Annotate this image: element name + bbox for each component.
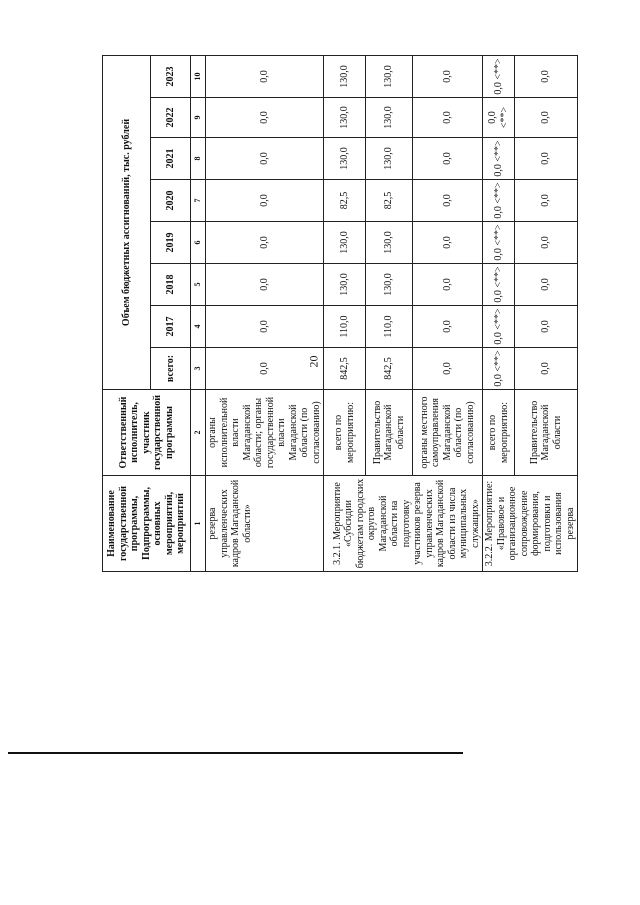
column-number: 10: [191, 55, 206, 97]
cell-value: 82,5: [366, 180, 413, 222]
horizontal-rule: [8, 752, 463, 754]
row-executor: органы местного самоуправления Магаданской области (по согласованию): [413, 390, 483, 476]
cell-value: 0,0: [206, 55, 324, 97]
row-name: 3.2.2. Мероприятие: «Правовое и организационное сопровождение формирования, подготовки и использования резерва: [483, 476, 578, 572]
column-number: 5: [191, 264, 206, 306]
cell-value: 842,5: [366, 348, 413, 390]
cell-value: 130,0: [324, 138, 366, 180]
cell-value: 0,0: [413, 348, 483, 390]
header-year: 2021: [151, 138, 191, 180]
cell-value: 130,0: [366, 98, 413, 138]
row-executor: органы исполнительной власти Магаданской области; органы государственной власти Магаданской области (по согласованию): [206, 390, 324, 476]
column-number: 1: [191, 476, 206, 572]
cell-value: 0,0: [515, 222, 578, 264]
budget-table: [102, 55, 578, 572]
table-row: [483, 55, 515, 571]
header-year: 2020: [151, 180, 191, 222]
row-executor: Правительство Магаданской области: [515, 390, 578, 476]
header-year: 2019: [151, 222, 191, 264]
cell-value: 0,0: [413, 222, 483, 264]
cell-value: 0,0: [206, 222, 324, 264]
row-executor: Правительство Магаданской области: [366, 390, 413, 476]
cell-value: 842,5: [324, 348, 366, 390]
cell-value: 0,0 <**>: [483, 348, 515, 390]
cell-value: 0,0: [413, 98, 483, 138]
column-number: 7: [191, 180, 206, 222]
cell-value: 110,0: [366, 306, 413, 348]
cell-value: 0,0 <**>: [483, 180, 515, 222]
cell-value: 130,0: [324, 98, 366, 138]
cell-value: 0,0 <**>: [483, 264, 515, 306]
header-name: Наименование государственной программы, Подпрограммы, основных мероприятий, мероприятий: [103, 476, 191, 572]
cell-value: 82,5: [324, 180, 366, 222]
cell-value: 0,0: [515, 306, 578, 348]
header-year: всего:: [151, 348, 191, 390]
header-year: 2023: [151, 55, 191, 97]
cell-value: 0,0 <**>: [483, 98, 515, 138]
cell-value: 130,0: [324, 222, 366, 264]
row-executor: всего по мероприятию:: [324, 390, 366, 476]
table-row: [324, 55, 366, 571]
row-name: резерва управленческих кадров Магаданской области»: [206, 476, 324, 572]
table-row: [206, 55, 324, 571]
cell-value: 130,0: [366, 222, 413, 264]
cell-value: 0,0: [515, 264, 578, 306]
cell-value: 0,0: [413, 138, 483, 180]
cell-value: 130,0: [366, 138, 413, 180]
row-executor: всего по мероприятию:: [483, 390, 515, 476]
header-year: 2018: [151, 264, 191, 306]
cell-value: 0,0: [206, 306, 324, 348]
page-number: 20: [306, 355, 321, 368]
cell-value: 0,0: [206, 180, 324, 222]
column-number: 8: [191, 138, 206, 180]
cell-value: 0,0: [515, 180, 578, 222]
column-number: 6: [191, 222, 206, 264]
cell-value: 0,0: [206, 98, 324, 138]
column-number: 4: [191, 306, 206, 348]
cell-value: 0,0: [206, 348, 324, 390]
cell-value: 0,0: [515, 348, 578, 390]
cell-value: 0,0: [515, 55, 578, 97]
column-number-row: [191, 55, 206, 571]
cell-value: 0,0: [206, 264, 324, 306]
cell-value: 0,0: [413, 264, 483, 306]
column-number: 3: [191, 348, 206, 390]
cell-value: 0,0 <**>: [483, 306, 515, 348]
column-number: 2: [191, 390, 206, 476]
header-executor: Ответственный исполнитель, участник государственной программы: [103, 390, 191, 476]
header-budget: Объем бюджетных ассигнований, тыс. рублей: [103, 55, 151, 389]
cell-value: 110,0: [324, 306, 366, 348]
row-name: 3.2.1. Мероприятие «Субсидии бюджетам городских округов Магаданской области на подготовку участников резерва управленческих кадров Магаданской области из числа муниципальных служащих»: [324, 476, 483, 572]
cell-value: 130,0: [324, 264, 366, 306]
header-row-1: [103, 55, 151, 571]
cell-value: 0,0 <**>: [483, 55, 515, 97]
column-number: 9: [191, 98, 206, 138]
cell-value: 130,0: [324, 55, 366, 97]
header-year: 2017: [151, 306, 191, 348]
cell-value: 0,0 <**>: [483, 138, 515, 180]
cell-value: 0,0: [515, 138, 578, 180]
cell-value: 0,0: [413, 55, 483, 97]
cell-value: 130,0: [366, 264, 413, 306]
cell-value: 0,0: [413, 306, 483, 348]
cell-value: 0,0: [515, 98, 578, 138]
cell-value: 0,0: [206, 138, 324, 180]
cell-value: 0,0: [413, 180, 483, 222]
header-year: 2022: [151, 98, 191, 138]
cell-value: 0,0 <**>: [483, 222, 515, 264]
rotated-table-container: [102, 56, 576, 572]
cell-value: 130,0: [366, 55, 413, 97]
